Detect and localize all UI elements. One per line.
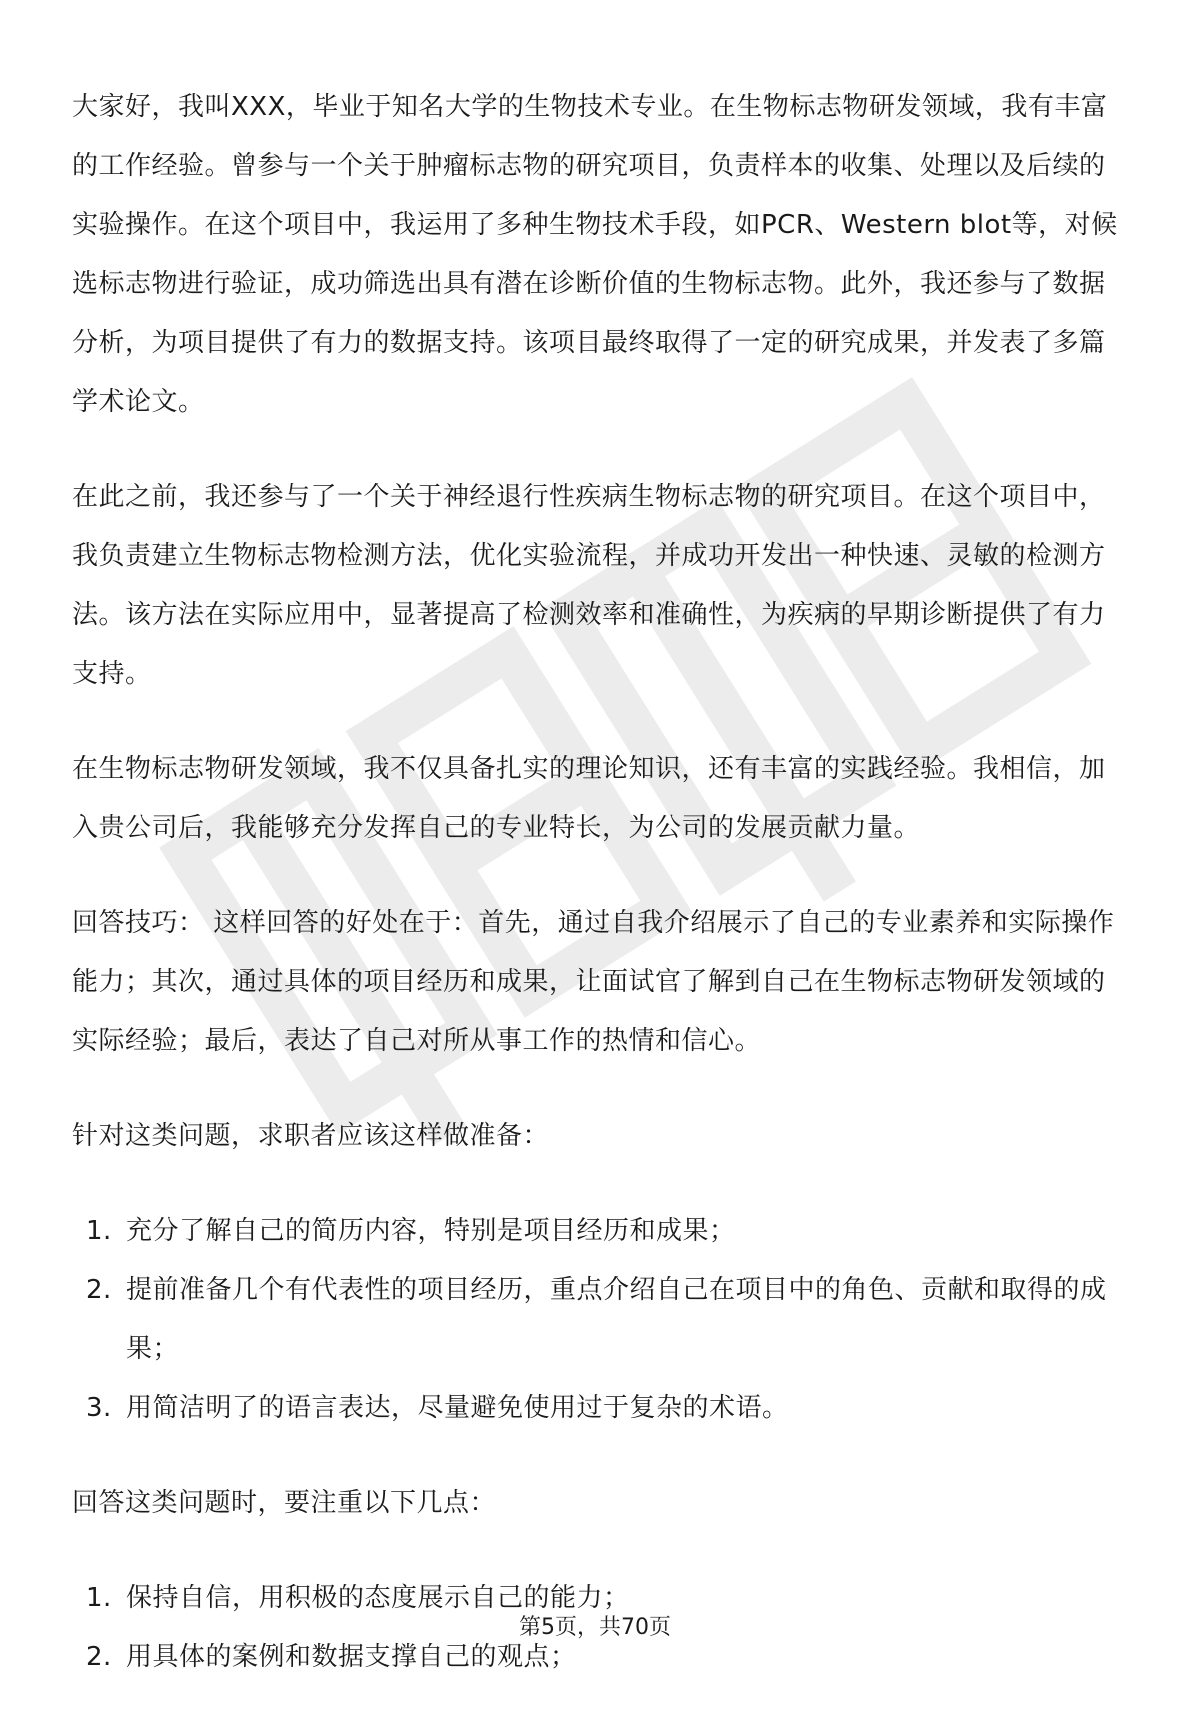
paragraph-previous-project: 在此之前，我还参与了一个关于神经退行性疾病生物标志物的研究项目。在这个项目中，我负责建立生物标志物检测方法，优化实验流程，并成功开发出一种快速、灵敏的检测方法。该方法在实际应用中，显著提高了检测效率和准确性，为疾病的早期诊断提供了有力支持。 [72,482,1106,689]
list-number: 1. [86,1583,112,1613]
list-number: 3. [86,1393,112,1423]
list-text: 用具体的案例和数据支撑自己的观点； [126,1642,577,1672]
paragraph-answer-tips: 回答技巧： 这样回答的好处在于：首先，通过自我介绍展示了自己的专业素养和实际操作能力；其次，通过具体的项目经历和成果，让面试官了解到自己在生物标志物研发领域的实际经验；最后，表达了自己对所从事工作的热情和信心。 [72,908,1115,1056]
page-number: 第5页，共70页 [519,1615,671,1640]
list-item [72,1261,1120,1379]
paragraph-answer-intro: 回答这类问题时，要注重以下几点： [72,1488,497,1518]
list-number: 2. [86,1275,112,1305]
prep-list [72,1202,1120,1438]
list-text: 充分了解自己的简历内容，特别是项目经历和成果； [126,1216,736,1246]
list-text: 保持自信，用积极的态度展示自己的能力； [126,1583,630,1613]
list-number: 2. [86,1642,112,1672]
document-body [72,78,1120,1723]
list-text: 用简洁明了的语言表达，尽量避免使用过于复杂的术语。 [126,1393,789,1423]
list-number: 1. [86,1216,112,1246]
paragraph-summary: 在生物标志物研发领域，我不仅具备扎实的理论知识，还有丰富的实践经验。我相信，加入贵公司后，我能够充分发挥自己的专业特长，为公司的发展贡献力量。 [72,754,1106,843]
list-item [72,1202,1120,1261]
list-item [72,1379,1120,1438]
list-text: 提前准备几个有代表性的项目经历，重点介绍自己在项目中的角色、贡献和取得的成果； [126,1275,1107,1364]
paragraph-intro: 大家好，我叫XXX，毕业于知名大学的生物技术专业。在生物标志物研发领域，我有丰富的工作经验。曾参与一个关于肿瘤标志物的研究项目，负责样本的收集、处理以及后续的实验操作。在这个项目中，我运用了多种生物技术手段，如PCR、Western blot等，对候选标志物进行验证，成功筛选出具有潜在诊断价值的生物标志物。此外，我还参与了数据分析，为项目提供了有力的数据支持。该项目最终取得了一定的研究成果，并发表了多篇学术论文。 [72,92,1118,417]
paragraph-prep-intro: 针对这类问题，求职者应该这样做准备： [72,1121,550,1151]
